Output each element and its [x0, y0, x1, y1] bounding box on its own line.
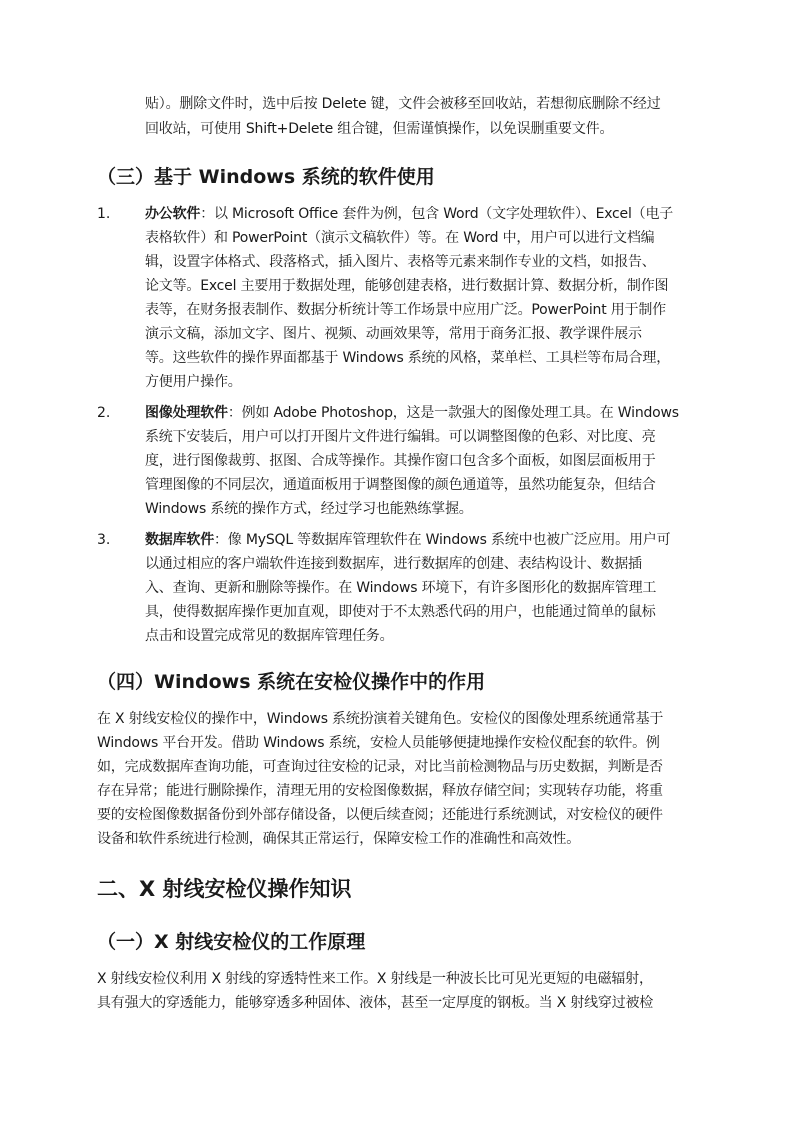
list-item-line: Windows 系统的操作方式，经过学习也能熟练掌握。 [145, 501, 473, 517]
list-item-first-line [145, 401, 679, 425]
list-item-line: 表格软件）和 PowerPoint（演示文稿软件）等。在 Word 中，用户可以进行文档编 [145, 230, 655, 246]
list-item-line: 方便用户操作。 [145, 374, 242, 390]
list-item-term: 办公软件 [145, 206, 201, 222]
intro-line: 回收站，可使用 Shift+Delete 组合键，但需谨慎操作，以免误删重要文件。 [145, 121, 614, 137]
list-item-term: 图像处理软件 [145, 405, 228, 421]
paragraph-line: 如，完成数据库查询功能，可查询过往安检的记录，对比当前检测物品与历史数据，判断是否 [97, 759, 663, 775]
paragraph-line: 具有强大的穿透能力，能够穿透多种固体、液体，甚至一定厚度的钢板。当 X 射线穿过被检 [97, 995, 654, 1011]
paragraph-line: X 射线安检仪利用 X 射线的穿透特性来工作。X 射线是一种波长比可见光更短的电磁辐射， [97, 971, 653, 987]
list-item-line: 度，进行图像裁剪、抠图、合成等操作。其操作窗口包含多个面板，如图层面板用于 [145, 453, 656, 469]
list-item-line: 演示文稿，添加文字、图片、视频、动画效果等，常用于商务汇报、教学课件展示 [145, 326, 642, 342]
section-heading-2-1: （一）X 射线安检仪的工作原理 [97, 931, 366, 953]
list-item-line: 点击和设置完成常见的数据库管理任务。 [145, 628, 394, 644]
list-item-line: 系统下安装后，用户可以打开图片文件进行编辑。可以调整图像的色彩、对比度、亮 [145, 429, 656, 445]
list-item-text: ：以 Microsoft Office 套件为例，包含 Word（文字处理软件）、Excel（电子 [200, 206, 674, 222]
list-item-line: 等。这些软件的操作界面都基于 Windows 系统的风格，菜单栏、工具栏等布局合理， [145, 350, 670, 366]
paragraph-line: 要的安检图像数据备份到外部存储设备，以便后续查阅；还能进行系统测试，对安检仪的硬件 [97, 807, 663, 823]
list-item-line: 论文等。Excel 主要用于数据处理，能够创建表格，进行数据计算、数据分析，制作图 [145, 278, 669, 294]
list-item-line: 入、查询、更新和删除等操作。在 Windows 环境下，有许多图形化的数据库管理工 [145, 580, 657, 596]
paragraph-line: 设备和软件系统进行检测，确保其正常运行，保障安检工作的准确性和高效性。 [97, 831, 580, 847]
list-item-line: 辑，设置字体格式、段落格式，插入图片、表格等元素来制作专业的文档，如报告、 [145, 254, 656, 270]
section-heading-3: （三）基于 Windows 系统的软件使用 [97, 166, 435, 188]
list-number: 3. [97, 532, 111, 548]
list-item-line: 管理图像的不同层次，通道面板用于调整图像的颜色通道等，虽然功能复杂，但结合 [145, 477, 656, 493]
list-item-term: 数据库软件 [145, 532, 214, 548]
paragraph-line: 在 X 射线安检仪的操作中，Windows 系统扮演着关键角色。安检仪的图像处理系统通常基于 [97, 711, 664, 727]
intro-line: 贴）。删除文件时，选中后按 Delete 键，文件会被移至回收站，若想彻底删除不经过 [145, 96, 661, 112]
list-item-first-line [145, 528, 670, 552]
list-item-text: ：像 MySQL 等数据库管理软件在 Windows 系统中也被广泛应用。用户可 [214, 532, 671, 548]
paragraph-line: Windows 平台开发。借助 Windows 系统，安检人员能够便捷地操作安检仪配套的软件。例 [97, 735, 660, 751]
paragraph-line: 存在异常；能进行删除操作，清理无用的安检图像数据，释放存储空间；实现转存功能，将重 [97, 783, 663, 799]
list-item-line: 表等，在财务报表制作、数据分析统计等工作场景中应用广泛。PowerPoint 用于制作 [145, 302, 666, 318]
list-item-line: 具，使得数据库操作更加直观，即使对于不太熟悉代码的用户，也能通过简单的鼠标 [145, 604, 656, 620]
list-item-text: ：例如 Adobe Photoshop，这是一款强大的图像处理工具。在 Windows [227, 405, 679, 421]
list-item-first-line [145, 202, 673, 226]
list-item-line: 以通过相应的客户端软件连接到数据库，进行数据库的创建、表结构设计、数据插 [145, 556, 642, 572]
list-number: 1. [97, 206, 111, 222]
section-heading-4: （四）Windows 系统在安检仪操作中的作用 [97, 671, 486, 693]
list-number: 2. [97, 405, 111, 421]
chapter-heading: 二、X 射线安检仪操作知识 [97, 877, 352, 901]
